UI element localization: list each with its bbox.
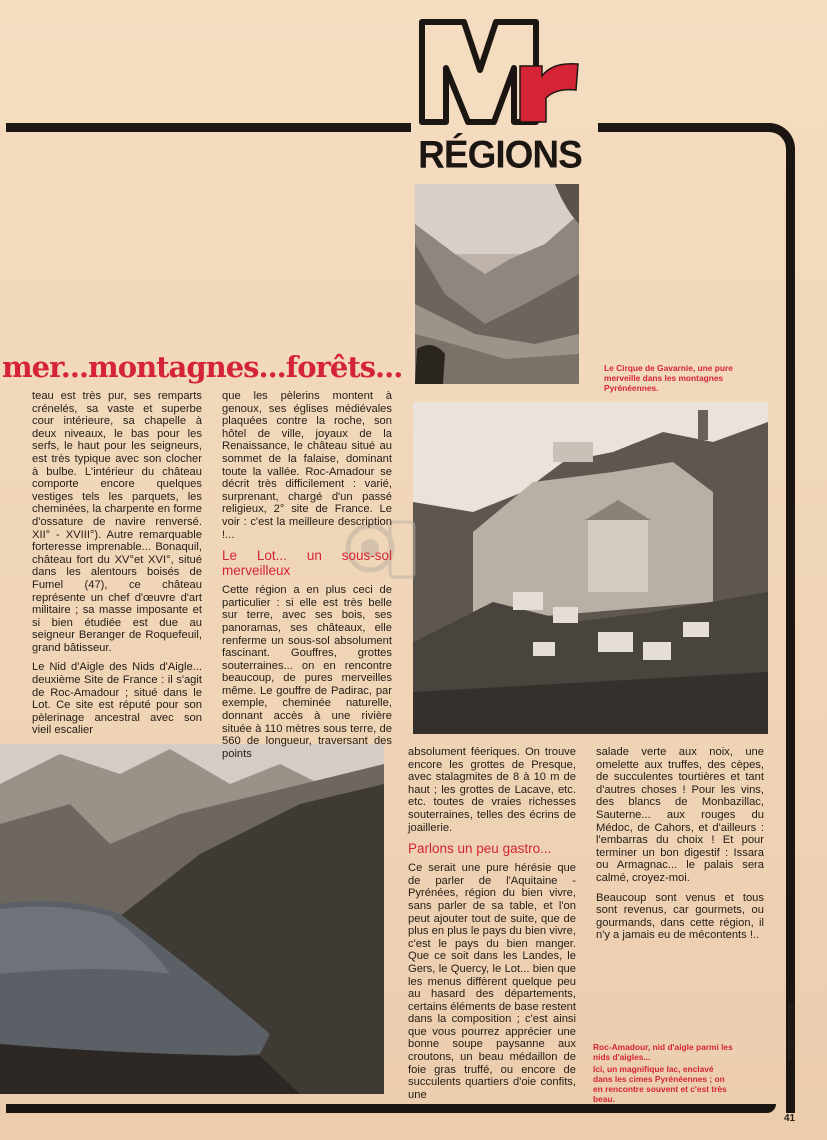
frame-bottom-bar (6, 1104, 776, 1113)
col2-paragraph-1: que les pèlerins montent à genoux, ses églises médiévales plaquées contre la roche, son hôtel de ville, joyaux de la Renaissance, le château situé au sommet de la falaise, dominant toute la vallée. Roc-Amadour se décrit très difficilement : varié, surprenant, chargé d'un passé religieux, 2° site de France. Le voir : c'est la meilleure description !... (222, 390, 392, 541)
col2-subheading: Le Lot... un sous-sol merveilleux (222, 548, 392, 579)
photo-roc-amadour (413, 402, 768, 734)
col1-paragraph-2: Le Nid d'Aigle des Nids d'Aigle... deuxième Site de France : il s'agit de Roc-Amadour ; situé dans le Lot. Ce site est réputé pour son pèlerinage ancestral avec son vieil escalier (32, 661, 202, 737)
caption-gavarnie: Le Cirque de Gavarnie, une pure merveille dans les montagnes Pyrénéennes. (604, 363, 733, 393)
column-1 (32, 390, 202, 744)
col4-paragraph-2: Beaucoup sont venus et tous sont revenus, car gourmets, ou gourmands, dans cette région, il n'y a jamais eu de mécontents !.. (596, 891, 764, 942)
caption-rocamadour: Roc-Amadour, nid d'aigle parmi les nids d'aigles... (593, 1042, 733, 1062)
col3-subheading: Parlons un peu gastro... (408, 841, 552, 857)
col4-paragraph-1: salade verte aux noix, une omelette aux truffes, des cèpes, de succulentes tourtières et tant d'autres choses ! Pour les vins, des blancs de Monbazillac, Sauterne... aux rouges du Médoc, de Cahors, et d'ailleurs : l'embarras du choix ! Et pour terminer un bon digestif : Issara ou Armagnac... le palais sera calmé, croyez-moi. (596, 746, 764, 884)
page-number: 41 (784, 1113, 796, 1124)
photo-lac-pyrenees (0, 744, 384, 1094)
photo-cirque-gavarnie (415, 184, 579, 384)
frame-top-right-bar (598, 123, 768, 132)
headline: mer...montagnes...forêts... (2, 350, 403, 384)
col2-paragraph-2: Cette région a en plus ceci de particulier : si elle est très belle sur terre, avec ses bois, ses panoramas, ses châteaux, elle renferme un sous-sol absolument fascinant. Gouffres, grottes souterraines... on en rencontre beaucoup, de pures merveilles même. Le gouffre de Padirac, par exemple, cheminée naturelle, donnant accès à une rivière située à 110 mètres sous terre, de 560 de longueur, traversant des points (222, 584, 392, 760)
frame-right-border (765, 123, 795, 1113)
col3-paragraph-1: absolument féeriques. On trouve encore les grottes de Presque, avec stalagmites de 8 à 10 m de haut ; les grottes de Lacave, etc. etc. toutes de vraies richesses souterraines, telles des écrins de joaillerie. (408, 746, 576, 834)
column-2 (222, 390, 392, 767)
frame-top-left-bar (6, 123, 411, 132)
magazine-name: moto-revue (786, 1003, 797, 1058)
column-3 (408, 746, 576, 1108)
section-title: RÉGIONS (418, 132, 582, 176)
mr-logo (418, 18, 583, 130)
col3-paragraph-2: Ce serait une pure hérésie que de parler de l'Aquitaine - Pyrénées, région du bien vivre, sans parler de sa table, et l'on peut ajouter tout de suite, que de plus en plus le pays du bien vivre, c'est le pays du bien manger. Que ce soit dans les Landes, le Gers, le Quercy, le Lot... bien que les menus diffèrent quelque peu au hasard des départements, certains éléments de base restent dans la composition ; c'est ainsi que vous pourrez apprécier une bonne soupe paysanne aux croutons, un beau médaillon de foie gras truffé, ou encore de succulents quartiers d'oie confits, une (408, 862, 576, 1101)
column-4 (596, 746, 764, 949)
caption-lac: Ici, un magnifique lac, enclavé dans les cimes Pyrénéennes ; on en rencontre souvent et c'est très beau. (593, 1064, 727, 1104)
col1-paragraph-1: teau est très pur, ses remparts crénelés, sa vaste et superbe cour intérieure, sa chapelle à deux niveaux, le bas pour les serfs, le haut pour les seigneurs, est très typique avec son clocher à bulbe. L'intérieur du château comporte encore quelques vestiges tels les parquets, les cheminées, la charpente en forme d'ossature de navire renversé. XII° - XVIII°). Autre remarquable forteresse imprenable... Bonaquil, château fort du XV°et XVI°, situé dans les alentours boisés de Fumel (47), ce château représente un chef d'œuvre d'art militaire ; sa masse imposante et si bien étudiée est due au seigneur Beranger de Roquefeuil, grand bâtisseur. (32, 390, 202, 654)
